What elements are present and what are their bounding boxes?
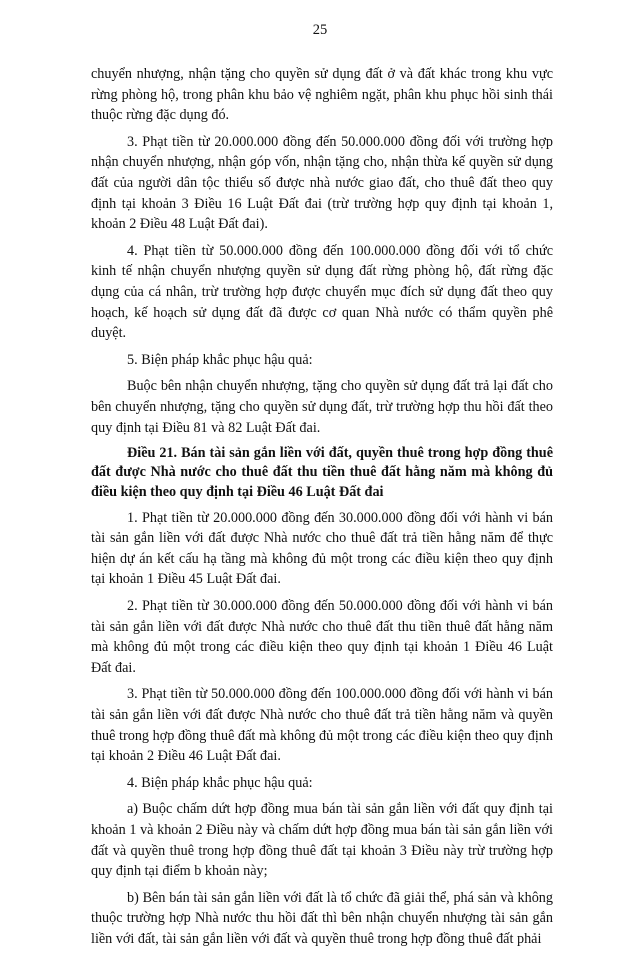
page-number: 25 [312,22,328,38]
article-21-clause-2: 2. Phạt tiền từ 30.000.000 đồng đến 50.000.000 đồng đối với hành vi bán tài sản gắn liền với đất được Nhà nước cho thuê đất thu tiền thuê đất hằng năm mà không đủ một trong các điều kiện theo quy định tại khoản 1 Điều 46 Luật Đất đai. [91,598,553,676]
paragraph-clause-5: 5. Biện pháp khắc phục hậu quả: [127,351,313,368]
document-body [91,64,553,956]
article-21-point-a: a) Buộc chấm dứt hợp đồng mua bán tài sản gắn liền với đất quy định tại khoản 1 và khoản 2 Điều này và chấm dứt hợp đồng mua bán tài sản gắn liền với đất và quyền thuê trong hợp đồng thuê đất tại khoản 3 Điều này trừ trường hợp quy định tại điểm b khoản này; [91,801,553,880]
paragraph-clause-4: 4. Phạt tiền từ 50.000.000 đồng đến 100.000.000 đồng đối với tổ chức kinh tế nhận chuyển nhượng quyền sử dụng đất rừng phòng hộ, đất rừng đặc dụng của cá nhân, trừ trường hợp được chuyển mục đích sử dụng đất theo quy hoạch, kế hoạch sử dụng đất đã được cơ quan Nhà nước có thẩm quyền phê duyệt. [91,242,553,342]
paragraph-clause-3: 3. Phạt tiền từ 20.000.000 đồng đến 50.000.000 đồng đối với trường hợp nhận chuyển nhượng, nhận góp vốn, nhận tặng cho, nhận thừa kế quyền sử dụng đất của người dân tộc thiểu số được nhà nước giao đất, cho thuê đất theo quy định tại khoản 3 Điều 16 Luật Đất đai (trừ trường hợp quy định tại khoản 1, khoản 2 Điều 48 Luật Đất đai). [91,133,553,233]
paragraph-continuation: chuyển nhượng, nhận tặng cho quyền sử dụng đất ở và đất khác trong khu vực rừng phòng hộ, trong phân khu bảo vệ nghiêm ngặt, phân khu phục hồi sinh thái thuộc rừng đặc dụng đó. [91,66,553,124]
article-21-clause-3: 3. Phạt tiền từ 50.000.000 đồng đến 100.000.000 đồng đối với hành vi bán tài sản gắn liền với đất được Nhà nước cho thuê đất trả tiền hằng năm và quyền thuê trong hợp đồng thuê đất mà không đủ một trong các điều kiện theo quy định tại khoản 2 Điều 46 Luật Đất đai. [91,686,553,765]
paragraph-remedy: Buộc bên nhận chuyển nhượng, tặng cho quyền sử dụng đất trả lại đất cho bên chuyển nhượng, tặng cho quyền sử dụng đất, trừ trường hợp thu hồi đất theo quy định tại Điều 81 và 82 Luật Đất đai. [91,378,553,436]
article-21-heading: Điều 21. Bán tài sản gắn liền với đất, quyền thuê trong hợp đồng thuê đất được Nhà nước cho thuê đất thu tiền thuê đất hằng năm mà không đủ điều kiện theo quy định tại Điều 46 Luật Đất đai [91,445,553,500]
article-21-point-b: b) Bên bán tài sản gắn liền với đất là tổ chức đã giải thể, phá sản và không thuộc trường hợp Nhà nước thu hồi đất thì bên nhận chuyển nhượng tài sản gắn liền với đất, tài sản gắn liền với đất và quyền thuê trong hợp đồng thuê đất phải [91,889,553,947]
article-21-clause-1: 1. Phạt tiền từ 20.000.000 đồng đến 30.000.000 đồng đối với hành vi bán tài sản gắn liền với đất được Nhà nước cho thuê đất trả tiền hằng năm để thực hiện dự án kết cấu hạ tầng mà không đủ một trong các điều kiện theo quy định tại khoản 1 Điều 45 Luật Đất đai. [91,509,553,588]
article-21-clause-4: 4. Biện pháp khắc phục hậu quả: [127,774,313,791]
